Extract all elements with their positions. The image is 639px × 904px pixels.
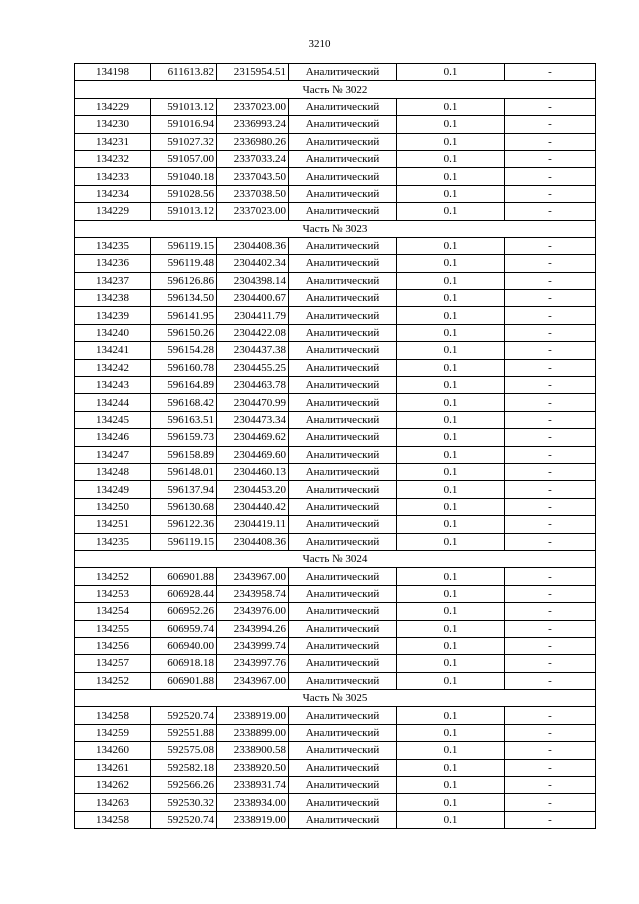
y-coordinate-cell: 2304408.36 — [217, 533, 289, 550]
note-cell: - — [505, 620, 596, 637]
x-coordinate-cell: 606918.18 — [151, 655, 217, 672]
y-coordinate-cell: 2304440.42 — [217, 498, 289, 515]
table-row — [75, 290, 596, 307]
y-coordinate-cell: 2304419.11 — [217, 516, 289, 533]
point-number-cell: 134244 — [75, 394, 151, 411]
y-coordinate-cell: 2343958.74 — [217, 585, 289, 602]
accuracy-cell: 0.1 — [397, 811, 505, 828]
note-cell: - — [505, 324, 596, 341]
point-number-cell: 134241 — [75, 342, 151, 359]
note-cell: - — [505, 394, 596, 411]
x-coordinate-cell: 596150.26 — [151, 324, 217, 341]
accuracy-cell: 0.1 — [397, 655, 505, 672]
accuracy-cell: 0.1 — [397, 64, 505, 81]
x-coordinate-cell: 591057.00 — [151, 150, 217, 167]
note-cell: - — [505, 64, 596, 81]
point-number-cell: 134240 — [75, 324, 151, 341]
method-cell: Аналитический — [289, 394, 397, 411]
method-cell: Аналитический — [289, 794, 397, 811]
method-cell: Аналитический — [289, 324, 397, 341]
accuracy-cell: 0.1 — [397, 498, 505, 515]
point-number-cell: 134246 — [75, 429, 151, 446]
table-row — [75, 759, 596, 776]
accuracy-cell: 0.1 — [397, 394, 505, 411]
coordinates-table — [74, 63, 596, 829]
y-coordinate-cell: 2336980.26 — [217, 133, 289, 150]
part-header-row — [75, 690, 596, 707]
accuracy-cell: 0.1 — [397, 759, 505, 776]
note-cell: - — [505, 255, 596, 272]
accuracy-cell: 0.1 — [397, 585, 505, 602]
table-row — [75, 481, 596, 498]
y-coordinate-cell: 2315954.51 — [217, 64, 289, 81]
note-cell: - — [505, 516, 596, 533]
table-row — [75, 307, 596, 324]
point-number-cell: 134263 — [75, 794, 151, 811]
note-cell: - — [505, 168, 596, 185]
y-coordinate-cell: 2304463.78 — [217, 377, 289, 394]
point-number-cell: 134254 — [75, 603, 151, 620]
y-coordinate-cell: 2337023.00 — [217, 98, 289, 115]
note-cell: - — [505, 759, 596, 776]
note-cell: - — [505, 116, 596, 133]
accuracy-cell: 0.1 — [397, 672, 505, 689]
point-number-cell: 134256 — [75, 637, 151, 654]
point-number-cell: 134236 — [75, 255, 151, 272]
method-cell: Аналитический — [289, 168, 397, 185]
y-coordinate-cell: 2343994.26 — [217, 620, 289, 637]
part-title: Часть № 3022 — [75, 81, 596, 98]
accuracy-cell: 0.1 — [397, 411, 505, 428]
table-row — [75, 742, 596, 759]
y-coordinate-cell: 2338931.74 — [217, 777, 289, 794]
point-number-cell: 134239 — [75, 307, 151, 324]
y-coordinate-cell: 2337023.00 — [217, 203, 289, 220]
x-coordinate-cell: 596168.42 — [151, 394, 217, 411]
table-row — [75, 342, 596, 359]
table-row — [75, 429, 596, 446]
method-cell: Аналитический — [289, 185, 397, 202]
note-cell: - — [505, 777, 596, 794]
y-coordinate-cell: 2304470.99 — [217, 394, 289, 411]
point-number-cell: 134243 — [75, 377, 151, 394]
note-cell: - — [505, 672, 596, 689]
x-coordinate-cell: 596163.51 — [151, 411, 217, 428]
table-row — [75, 724, 596, 741]
x-coordinate-cell: 596164.89 — [151, 377, 217, 394]
method-cell: Аналитический — [289, 463, 397, 480]
table-row — [75, 637, 596, 654]
point-number-cell: 134237 — [75, 272, 151, 289]
note-cell: - — [505, 463, 596, 480]
table-row — [75, 359, 596, 376]
note-cell: - — [505, 655, 596, 672]
accuracy-cell: 0.1 — [397, 272, 505, 289]
accuracy-cell: 0.1 — [397, 290, 505, 307]
point-number-cell: 134252 — [75, 568, 151, 585]
method-cell: Аналитический — [289, 533, 397, 550]
x-coordinate-cell: 606928.44 — [151, 585, 217, 602]
point-number-cell: 134253 — [75, 585, 151, 602]
point-number-cell: 134249 — [75, 481, 151, 498]
x-coordinate-cell: 596134.50 — [151, 290, 217, 307]
method-cell: Аналитический — [289, 429, 397, 446]
note-cell: - — [505, 150, 596, 167]
point-number-cell: 134235 — [75, 533, 151, 550]
y-coordinate-cell: 2304469.62 — [217, 429, 289, 446]
accuracy-cell: 0.1 — [397, 185, 505, 202]
x-coordinate-cell: 596148.01 — [151, 463, 217, 480]
table-row — [75, 185, 596, 202]
y-coordinate-cell: 2304402.34 — [217, 255, 289, 272]
x-coordinate-cell: 596119.48 — [151, 255, 217, 272]
point-number-cell: 134258 — [75, 811, 151, 828]
point-number-cell: 134235 — [75, 237, 151, 254]
point-number-cell: 134233 — [75, 168, 151, 185]
x-coordinate-cell: 591028.56 — [151, 185, 217, 202]
method-cell: Аналитический — [289, 307, 397, 324]
note-cell: - — [505, 794, 596, 811]
point-number-cell: 134229 — [75, 98, 151, 115]
table-row — [75, 568, 596, 585]
point-number-cell: 134234 — [75, 185, 151, 202]
method-cell: Аналитический — [289, 377, 397, 394]
table-row — [75, 98, 596, 115]
x-coordinate-cell: 596160.78 — [151, 359, 217, 376]
x-coordinate-cell: 596159.73 — [151, 429, 217, 446]
accuracy-cell: 0.1 — [397, 116, 505, 133]
note-cell: - — [505, 533, 596, 550]
note-cell: - — [505, 411, 596, 428]
table-row — [75, 707, 596, 724]
method-cell: Аналитический — [289, 498, 397, 515]
y-coordinate-cell: 2304469.60 — [217, 446, 289, 463]
note-cell: - — [505, 359, 596, 376]
method-cell: Аналитический — [289, 64, 397, 81]
x-coordinate-cell: 596137.94 — [151, 481, 217, 498]
method-cell: Аналитический — [289, 237, 397, 254]
note-cell: - — [505, 272, 596, 289]
x-coordinate-cell: 596119.15 — [151, 237, 217, 254]
table-row — [75, 116, 596, 133]
x-coordinate-cell: 592566.26 — [151, 777, 217, 794]
table-row — [75, 672, 596, 689]
method-cell: Аналитический — [289, 811, 397, 828]
y-coordinate-cell: 2343967.00 — [217, 672, 289, 689]
x-coordinate-cell: 596154.28 — [151, 342, 217, 359]
note-cell: - — [505, 481, 596, 498]
method-cell: Аналитический — [289, 98, 397, 115]
table-row — [75, 377, 596, 394]
method-cell: Аналитический — [289, 411, 397, 428]
accuracy-cell: 0.1 — [397, 429, 505, 446]
y-coordinate-cell: 2304408.36 — [217, 237, 289, 254]
y-coordinate-cell: 2338919.00 — [217, 707, 289, 724]
y-coordinate-cell: 2304400.67 — [217, 290, 289, 307]
method-cell: Аналитический — [289, 724, 397, 741]
x-coordinate-cell: 606940.00 — [151, 637, 217, 654]
x-coordinate-cell: 591013.12 — [151, 98, 217, 115]
x-coordinate-cell: 591040.18 — [151, 168, 217, 185]
part-title: Часть № 3023 — [75, 220, 596, 237]
note-cell: - — [505, 568, 596, 585]
x-coordinate-cell: 596130.68 — [151, 498, 217, 515]
point-number-cell: 134257 — [75, 655, 151, 672]
table-row — [75, 255, 596, 272]
x-coordinate-cell: 596158.89 — [151, 446, 217, 463]
y-coordinate-cell: 2337043.50 — [217, 168, 289, 185]
point-number-cell: 134251 — [75, 516, 151, 533]
table-row — [75, 620, 596, 637]
method-cell: Аналитический — [289, 759, 397, 776]
coordinates-table-body — [75, 64, 596, 829]
method-cell: Аналитический — [289, 203, 397, 220]
accuracy-cell: 0.1 — [397, 777, 505, 794]
table-row — [75, 272, 596, 289]
note-cell: - — [505, 724, 596, 741]
point-number-cell: 134258 — [75, 707, 151, 724]
x-coordinate-cell: 592530.32 — [151, 794, 217, 811]
note-cell: - — [505, 603, 596, 620]
method-cell: Аналитический — [289, 150, 397, 167]
table-row — [75, 411, 596, 428]
y-coordinate-cell: 2304460.13 — [217, 463, 289, 480]
accuracy-cell: 0.1 — [397, 637, 505, 654]
table-row — [75, 394, 596, 411]
y-coordinate-cell: 2338899.00 — [217, 724, 289, 741]
x-coordinate-cell: 591027.32 — [151, 133, 217, 150]
accuracy-cell: 0.1 — [397, 516, 505, 533]
note-cell: - — [505, 429, 596, 446]
method-cell: Аналитический — [289, 672, 397, 689]
table-row — [75, 446, 596, 463]
x-coordinate-cell: 606952.26 — [151, 603, 217, 620]
note-cell: - — [505, 307, 596, 324]
point-number-cell: 134229 — [75, 203, 151, 220]
table-row — [75, 133, 596, 150]
note-cell: - — [505, 585, 596, 602]
point-number-cell: 134198 — [75, 64, 151, 81]
accuracy-cell: 0.1 — [397, 150, 505, 167]
method-cell: Аналитический — [289, 342, 397, 359]
accuracy-cell: 0.1 — [397, 603, 505, 620]
y-coordinate-cell: 2338920.50 — [217, 759, 289, 776]
point-number-cell: 134238 — [75, 290, 151, 307]
table-row — [75, 237, 596, 254]
accuracy-cell: 0.1 — [397, 446, 505, 463]
method-cell: Аналитический — [289, 255, 397, 272]
accuracy-cell: 0.1 — [397, 237, 505, 254]
note-cell: - — [505, 637, 596, 654]
table-row — [75, 585, 596, 602]
part-title: Часть № 3024 — [75, 550, 596, 567]
accuracy-cell: 0.1 — [397, 307, 505, 324]
point-number-cell: 134232 — [75, 150, 151, 167]
part-title: Часть № 3025 — [75, 690, 596, 707]
y-coordinate-cell: 2336993.24 — [217, 116, 289, 133]
table-row — [75, 168, 596, 185]
point-number-cell: 134245 — [75, 411, 151, 428]
method-cell: Аналитический — [289, 568, 397, 585]
y-coordinate-cell: 2304455.25 — [217, 359, 289, 376]
y-coordinate-cell: 2304411.79 — [217, 307, 289, 324]
y-coordinate-cell: 2304473.34 — [217, 411, 289, 428]
method-cell: Аналитический — [289, 272, 397, 289]
y-coordinate-cell: 2343999.74 — [217, 637, 289, 654]
note-cell: - — [505, 811, 596, 828]
method-cell: Аналитический — [289, 603, 397, 620]
page-number: 3210 — [308, 38, 331, 50]
x-coordinate-cell: 592520.74 — [151, 707, 217, 724]
x-coordinate-cell: 596119.15 — [151, 533, 217, 550]
accuracy-cell: 0.1 — [397, 203, 505, 220]
part-header-row — [75, 81, 596, 98]
accuracy-cell: 0.1 — [397, 620, 505, 637]
method-cell: Аналитический — [289, 620, 397, 637]
part-header-row — [75, 550, 596, 567]
x-coordinate-cell: 596141.95 — [151, 307, 217, 324]
point-number-cell: 134255 — [75, 620, 151, 637]
y-coordinate-cell: 2343997.76 — [217, 655, 289, 672]
method-cell: Аналитический — [289, 481, 397, 498]
method-cell: Аналитический — [289, 655, 397, 672]
accuracy-cell: 0.1 — [397, 359, 505, 376]
x-coordinate-cell: 592575.08 — [151, 742, 217, 759]
note-cell: - — [505, 707, 596, 724]
note-cell: - — [505, 342, 596, 359]
point-number-cell: 134231 — [75, 133, 151, 150]
x-coordinate-cell: 596126.86 — [151, 272, 217, 289]
y-coordinate-cell: 2338900.58 — [217, 742, 289, 759]
method-cell: Аналитический — [289, 290, 397, 307]
table-row — [75, 64, 596, 81]
method-cell: Аналитический — [289, 446, 397, 463]
table-row — [75, 150, 596, 167]
table-row — [75, 603, 596, 620]
point-number-cell: 134248 — [75, 463, 151, 480]
note-cell: - — [505, 133, 596, 150]
x-coordinate-cell: 591016.94 — [151, 116, 217, 133]
method-cell: Аналитический — [289, 777, 397, 794]
point-number-cell: 134262 — [75, 777, 151, 794]
note-cell: - — [505, 98, 596, 115]
table-row — [75, 777, 596, 794]
point-number-cell: 134247 — [75, 446, 151, 463]
table-row — [75, 533, 596, 550]
y-coordinate-cell: 2337038.50 — [217, 185, 289, 202]
note-cell: - — [505, 742, 596, 759]
accuracy-cell: 0.1 — [397, 742, 505, 759]
table-row — [75, 811, 596, 828]
point-number-cell: 134261 — [75, 759, 151, 776]
note-cell: - — [505, 237, 596, 254]
method-cell: Аналитический — [289, 585, 397, 602]
method-cell: Аналитический — [289, 742, 397, 759]
y-coordinate-cell: 2343967.00 — [217, 568, 289, 585]
table-row — [75, 498, 596, 515]
accuracy-cell: 0.1 — [397, 463, 505, 480]
point-number-cell: 134250 — [75, 498, 151, 515]
y-coordinate-cell: 2304437.38 — [217, 342, 289, 359]
x-coordinate-cell: 596122.36 — [151, 516, 217, 533]
x-coordinate-cell: 606901.88 — [151, 672, 217, 689]
x-coordinate-cell: 592551.88 — [151, 724, 217, 741]
point-number-cell: 134242 — [75, 359, 151, 376]
y-coordinate-cell: 2304453.20 — [217, 481, 289, 498]
accuracy-cell: 0.1 — [397, 324, 505, 341]
method-cell: Аналитический — [289, 359, 397, 376]
y-coordinate-cell: 2304398.14 — [217, 272, 289, 289]
point-number-cell: 134260 — [75, 742, 151, 759]
note-cell: - — [505, 203, 596, 220]
table-row — [75, 655, 596, 672]
y-coordinate-cell: 2337033.24 — [217, 150, 289, 167]
note-cell: - — [505, 377, 596, 394]
accuracy-cell: 0.1 — [397, 794, 505, 811]
x-coordinate-cell: 591013.12 — [151, 203, 217, 220]
accuracy-cell: 0.1 — [397, 98, 505, 115]
accuracy-cell: 0.1 — [397, 533, 505, 550]
note-cell: - — [505, 290, 596, 307]
point-number-cell: 134259 — [75, 724, 151, 741]
x-coordinate-cell: 592582.18 — [151, 759, 217, 776]
accuracy-cell: 0.1 — [397, 255, 505, 272]
note-cell: - — [505, 446, 596, 463]
accuracy-cell: 0.1 — [397, 168, 505, 185]
table-row — [75, 463, 596, 480]
method-cell: Аналитический — [289, 116, 397, 133]
accuracy-cell: 0.1 — [397, 342, 505, 359]
method-cell: Аналитический — [289, 516, 397, 533]
accuracy-cell: 0.1 — [397, 377, 505, 394]
y-coordinate-cell: 2304422.08 — [217, 324, 289, 341]
x-coordinate-cell: 606959.74 — [151, 620, 217, 637]
accuracy-cell: 0.1 — [397, 568, 505, 585]
table-row — [75, 516, 596, 533]
accuracy-cell: 0.1 — [397, 481, 505, 498]
y-coordinate-cell: 2343976.00 — [217, 603, 289, 620]
table-row — [75, 324, 596, 341]
table-row — [75, 203, 596, 220]
x-coordinate-cell: 606901.88 — [151, 568, 217, 585]
method-cell: Аналитический — [289, 637, 397, 654]
accuracy-cell: 0.1 — [397, 724, 505, 741]
note-cell: - — [505, 498, 596, 515]
x-coordinate-cell: 611613.82 — [151, 64, 217, 81]
note-cell: - — [505, 185, 596, 202]
part-header-row — [75, 220, 596, 237]
method-cell: Аналитический — [289, 133, 397, 150]
y-coordinate-cell: 2338934.00 — [217, 794, 289, 811]
accuracy-cell: 0.1 — [397, 133, 505, 150]
point-number-cell: 134230 — [75, 116, 151, 133]
point-number-cell: 134252 — [75, 672, 151, 689]
y-coordinate-cell: 2338919.00 — [217, 811, 289, 828]
method-cell: Аналитический — [289, 707, 397, 724]
accuracy-cell: 0.1 — [397, 707, 505, 724]
x-coordinate-cell: 592520.74 — [151, 811, 217, 828]
table-row — [75, 794, 596, 811]
